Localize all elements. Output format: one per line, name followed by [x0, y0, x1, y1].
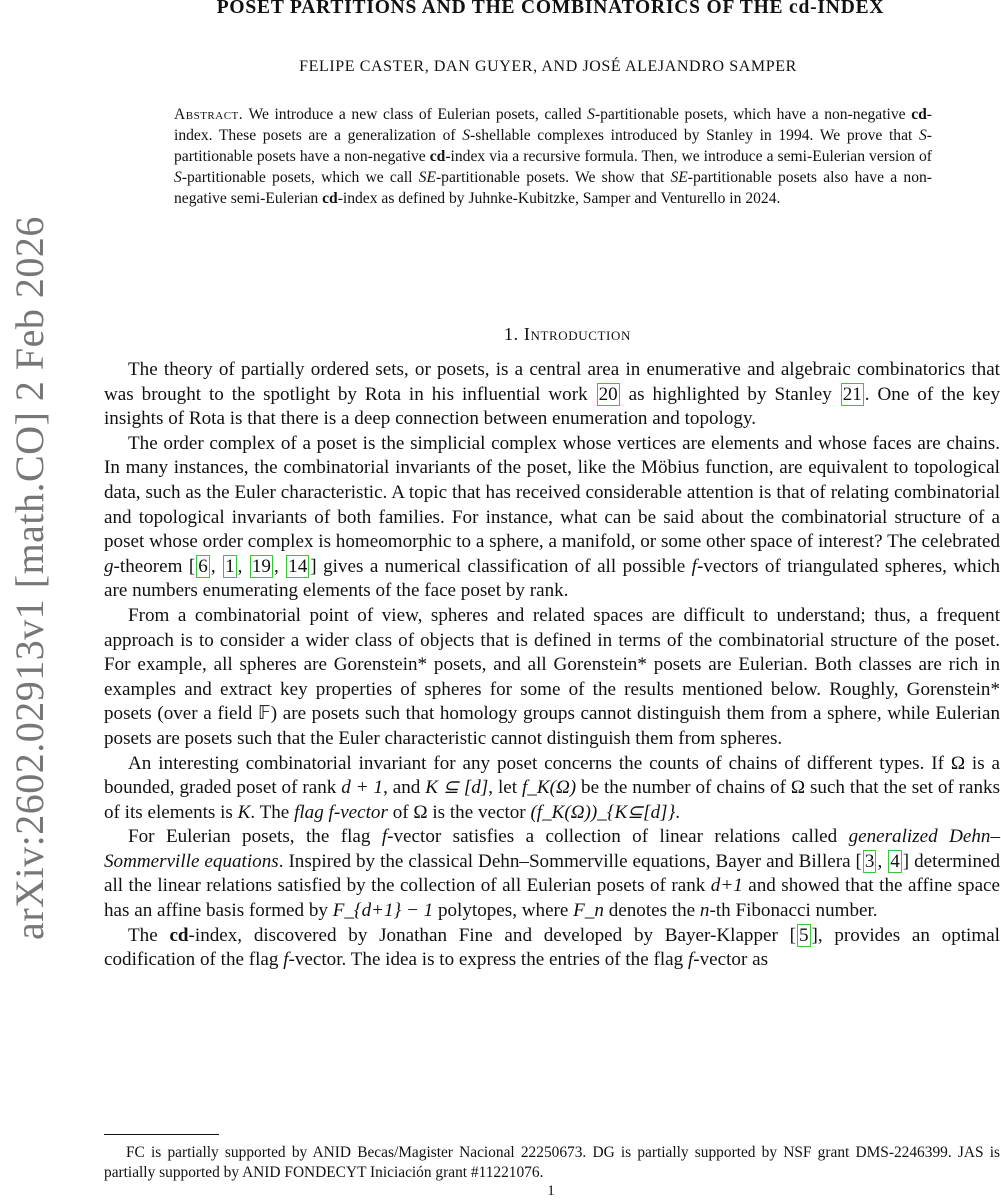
footnote-divider	[104, 1134, 219, 1135]
paragraph-4: An interesting combinatorial invariant for any poset concerns the counts of chains of different types. If Ω is a bounded, graded poset of rank d + 1, and K ⊆ [d], let f_K(Ω) be the number of chains of Ω such that the set of ranks of its elements is K. The flag f-vector of Ω is the vector (f_K(Ω))_{K⊆[d]}.	[104, 752, 1001, 823]
funding-footnote: FC is partially supported by ANID Becas/Magister Nacional 22250673. DG is partially supported by NSF grant DMS-2246399. JAS is partially supported by ANID FONDECYT Iniciación grant #11221076.	[104, 1144, 1000, 1181]
citation-link[interactable]: 5	[798, 924, 809, 946]
paragraph-1: The theory of partially ordered sets, or posets, is a central area in enumerative and algebraic combinatorics that was brought to the spotlight by Rota in his influential work 20 as highlighted by Stanley 21 . One of the key insights of Rota is that there is a deep connection between enumeration and topology.	[104, 359, 1000, 430]
section-heading-introduction: 1. Introduction	[504, 324, 631, 344]
citation-link[interactable]: 3	[864, 850, 875, 872]
citation-link[interactable]: 6	[198, 555, 208, 577]
abstract-label: Abstract.	[174, 106, 244, 123]
arxiv-identifier-stamp: arXiv:2602.02913v1 [math.CO] 2 Feb 2026	[7, 216, 52, 940]
author-list: FELIPE CASTER, DAN GUYER, AND JOSÉ ALEJANDRO SAMPER	[299, 58, 797, 75]
page-number: 1	[547, 1183, 555, 1199]
paragraph-2: The order complex of a poset is the simplicial complex whose vertices are elements and whose faces are chains. In many instances, the combinatorial invariants of the poset, like the Möbius function, are equivalent to topological data, such as the Euler characteristic. A topic that has received considerable attention is that of relating combinatorial and topological invariants of both families. For instance, what can be said about the combinatorial structure of a poset whose order complex is homeomorphic to a sphere, a manifold, or some other space of interest? The celebrated g-theorem [ 6 , 1 , 19 , 14 ] gives a numerical classification of all possible f-vectors of triangulated spheres, which are numbers enumerating elements of the face poset by rank.	[104, 432, 1001, 602]
citation-link[interactable]: 4	[890, 850, 900, 872]
paragraph-3: From a combinatorial point of view, spheres and related spaces are difficult to understand; thus, a frequent approach is to consider a wider class of objects that is defined in terms of the combinatorial structure of the poset. For example, all spheres are Gorenstein* posets, and all Gorenstein* posets are Eulerian. Both classes are rich in examples and extract key properties of spheres for some of the results mentioned below. Roughly, Gorenstein* posets (over a field 𝔽) are posets such that homology groups cannot distinguish them from a sphere, while Eulerian posets are posets such that the Euler characteristic cannot distinguish them from spheres.	[104, 604, 1000, 749]
introduction-body	[104, 358, 1000, 973]
citation-link[interactable]: 19	[251, 555, 271, 577]
citation-link[interactable]: 1	[225, 555, 235, 577]
abstract: Abstract. We introduce a new class of Eulerian posets, called S-partitionable posets, which have a non-negative cd-index. These posets are a generalization of S-shellable complexes introduced by Stanley in 1994. We prove that S-partitionable posets have a non-negative cd-index via a recursive formula. Then, we introduce a semi-Eulerian version of S-partitionable posets, which we call SE-partitionable posets. We show that SE-partitionable posets also have a non-negative semi-Eulerian cd-index as defined by Juhnke-Kubitzke, Samper and Venturello in 2024.	[174, 106, 932, 207]
paragraph-5: For Eulerian posets, the flag f-vector satisfies a collection of linear relations called generalized Dehn–Sommerville equations. Inspired by the classical Dehn–Sommerville equations, Bayer and Billera [ 3 , 4 ] determined all the linear relations satisfied by the collection of all Eulerian posets of rank d+1 and showed that the affine space has an affine basis formed by F_{d+1} − 1 polytopes, where F_n denotes the n-th Fibonacci number.	[104, 826, 1001, 922]
citation-link[interactable]: 14	[288, 555, 308, 577]
citation-link[interactable]: 21	[842, 383, 862, 405]
citation-link[interactable]: 20	[598, 383, 618, 405]
paragraph-6: The cd-index, discovered by Jonathan Fine and developed by Bayer-Klapper [ 5 ], provides an optimal codification of the flag f-vector. The idea is to express the entries of the flag f-vector as	[104, 924, 1000, 971]
paper-title: POSET PARTITIONS AND THE COMBINATORICS OF THE cd-INDEX	[216, 0, 885, 18]
